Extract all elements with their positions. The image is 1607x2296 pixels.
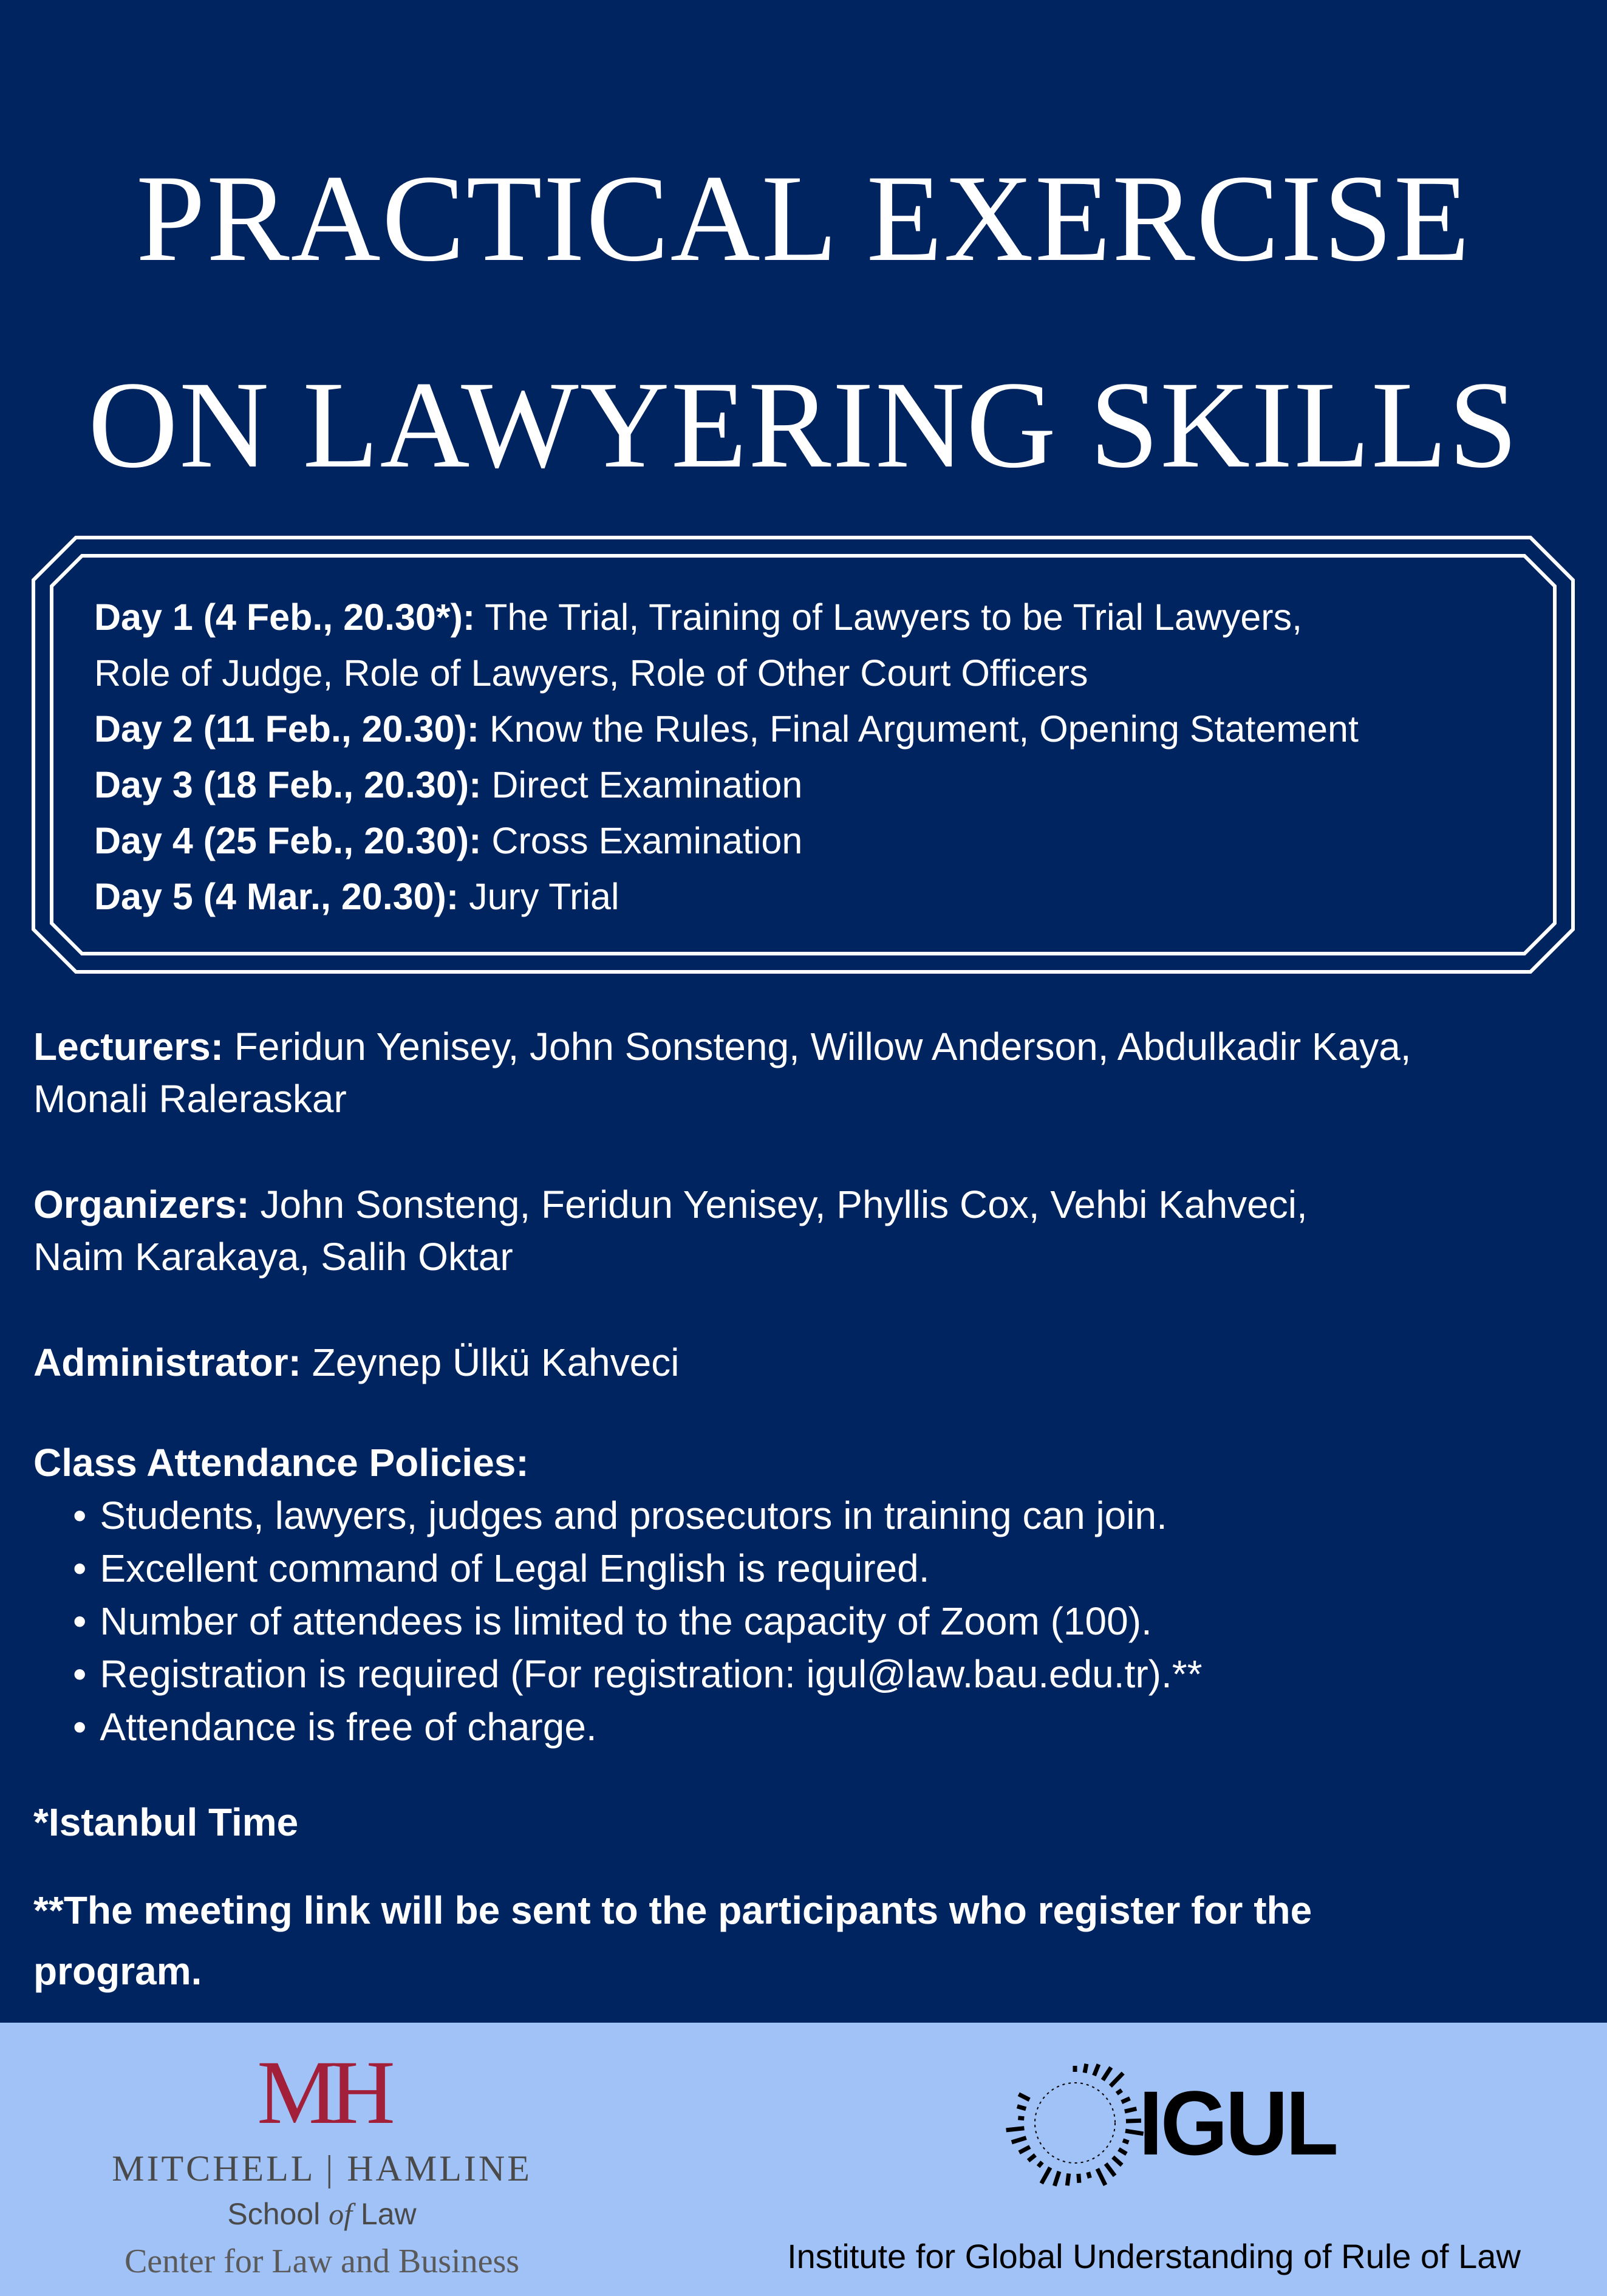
igul-ring-tick bbox=[1054, 2171, 1059, 2186]
igul-ring-tick bbox=[1012, 2138, 1026, 2142]
policies-list bbox=[33, 1489, 1588, 1754]
policy-item: • Students, lawyers, judges and prosecutors in training can join. bbox=[73, 1489, 1588, 1542]
lecturers-label: Lecturers: bbox=[33, 1025, 223, 1068]
igul-ring-tick bbox=[1019, 2147, 1030, 2152]
mitchell-hamline-logo bbox=[79, 2041, 565, 2284]
igul-ring-tick bbox=[1110, 2073, 1123, 2086]
igul-ring-tick bbox=[1106, 2164, 1115, 2176]
lecturers-names-1: Feridun Yenisey, John Sonsteng, Willow Anderson, Abdulkadir Kaya, bbox=[223, 1025, 1411, 1068]
administrator-section bbox=[33, 1336, 1588, 1389]
igul-ring-tick bbox=[1018, 2094, 1029, 2100]
igul-ring-tick bbox=[1006, 2128, 1025, 2130]
organizers-label: Organizers: bbox=[33, 1183, 250, 1226]
igul-ring-tick bbox=[1122, 2099, 1130, 2102]
igul-ring-tick bbox=[1039, 2162, 1042, 2167]
schedule-day-3-label: Day 3 (18 Feb., 20.30): bbox=[94, 764, 482, 805]
organizers-line-2: Naim Karakaya, Salih Oktar bbox=[33, 1235, 513, 1279]
igul-logo bbox=[1002, 2038, 1337, 2220]
title-line-2: ON LAWYERING SKILLS bbox=[87, 356, 1520, 494]
mh-center-name: Center for Law and Business bbox=[124, 2243, 520, 2280]
igul-ring-tick bbox=[1119, 2149, 1127, 2154]
schedule-day-5 bbox=[94, 869, 1491, 924]
igul-ring-tick bbox=[1018, 2118, 1024, 2119]
title-line-1: PRACTICAL EXERCISE bbox=[135, 149, 1472, 287]
meeting-link-note-line-2: program. bbox=[33, 1949, 202, 1993]
igul-caption: Institute for Global Understanding of Rule of Law bbox=[787, 2237, 1521, 2275]
organizers-names-1: John Sonsteng, Feridun Yenisey, Phyllis Cox, Vehbi Kahveci, bbox=[249, 1183, 1308, 1226]
schedule-day-4-text: Cross Examination bbox=[481, 820, 803, 861]
schedule-day-1-text: The Trial, Training of Lawyers to be Trial Lawyers, bbox=[475, 596, 1303, 638]
igul-ring-icon bbox=[1002, 2050, 1148, 2196]
administrator-label: Administrator: bbox=[33, 1341, 301, 1384]
igul-ring-tick bbox=[1117, 2090, 1122, 2094]
policy-item: • Excellent command of Legal English is required. bbox=[73, 1542, 1588, 1595]
policy-item: • Attendance is free of charge. bbox=[73, 1701, 1588, 1754]
igul-ring-tick bbox=[1088, 2172, 1090, 2178]
igul-ring-tick bbox=[1085, 2064, 1087, 2073]
organizers-line-1 bbox=[33, 1178, 1588, 1231]
igul-ring-tick bbox=[1042, 2167, 1051, 2183]
lecturers-line-2: Monali Raleraskar bbox=[33, 1077, 347, 1121]
igul-ring-tick bbox=[1103, 2068, 1111, 2080]
schedule-list bbox=[94, 589, 1491, 924]
schedule-day-1-label: Day 1 (4 Feb., 20.30*): bbox=[94, 596, 476, 638]
policy-item: • Registration is required (For registration: igul@law.bau.edu.tr).** bbox=[73, 1648, 1588, 1701]
schedule-day-1 bbox=[94, 589, 1491, 645]
attendance-policies bbox=[33, 1437, 1588, 1754]
schedule-day-5-label: Day 5 (4 Mar., 20.30): bbox=[94, 876, 459, 917]
mh-school-of-law: School of Law bbox=[227, 2197, 417, 2231]
schedule-day-2-label: Day 2 (11 Feb., 20.30): bbox=[94, 708, 480, 750]
schedule-day-2-text: Know the Rules, Final Argument, Opening Statement bbox=[479, 708, 1359, 750]
igul-ring-tick bbox=[1067, 2173, 1068, 2185]
igul-ring-tick bbox=[1097, 2168, 1105, 2185]
igul-ring-tick bbox=[1113, 2157, 1122, 2165]
igul-ring-tick bbox=[1028, 2155, 1036, 2161]
meeting-link-note bbox=[33, 1880, 1588, 2001]
igul-ring-tick bbox=[1123, 2141, 1128, 2142]
schedule-day-5-text: Jury Trial bbox=[459, 876, 619, 917]
policy-item: • Number of attendees is limited to the capacity of Zoom (100). bbox=[73, 1595, 1588, 1648]
igul-ring-tick bbox=[1017, 2106, 1026, 2109]
igul-abbreviation: IGUL bbox=[1139, 2072, 1337, 2174]
mh-name: MITCHELL | HAMLINE bbox=[112, 2148, 532, 2188]
igul-ring-tick bbox=[1094, 2065, 1098, 2076]
schedule-day-2 bbox=[94, 701, 1491, 757]
policies-heading: Class Attendance Policies: bbox=[33, 1441, 529, 1485]
schedule-day-4 bbox=[94, 813, 1491, 869]
administrator-name: Zeynep Ülkü Kahveci bbox=[301, 1341, 680, 1384]
mh-monogram: MH bbox=[257, 2042, 387, 2143]
schedule-day-1-continuation: Role of Judge, Role of Lawyers, Role of Other Court Officers bbox=[94, 652, 1088, 694]
schedule-day-3-text: Direct Examination bbox=[481, 764, 803, 805]
lecturers-line-1 bbox=[33, 1020, 1588, 1073]
lecturers-section bbox=[33, 1020, 1588, 1125]
istanbul-time-note: *Istanbul Time bbox=[33, 1800, 299, 1844]
organizers-section bbox=[33, 1178, 1588, 1283]
igul-ring-tick bbox=[1125, 2109, 1136, 2111]
schedule-day-4-label: Day 4 (25 Feb., 20.30): bbox=[94, 820, 482, 861]
meeting-link-note-line-1: **The meeting link will be sent to the participants who register for the bbox=[33, 1888, 1312, 1932]
schedule-day-3 bbox=[94, 757, 1491, 813]
